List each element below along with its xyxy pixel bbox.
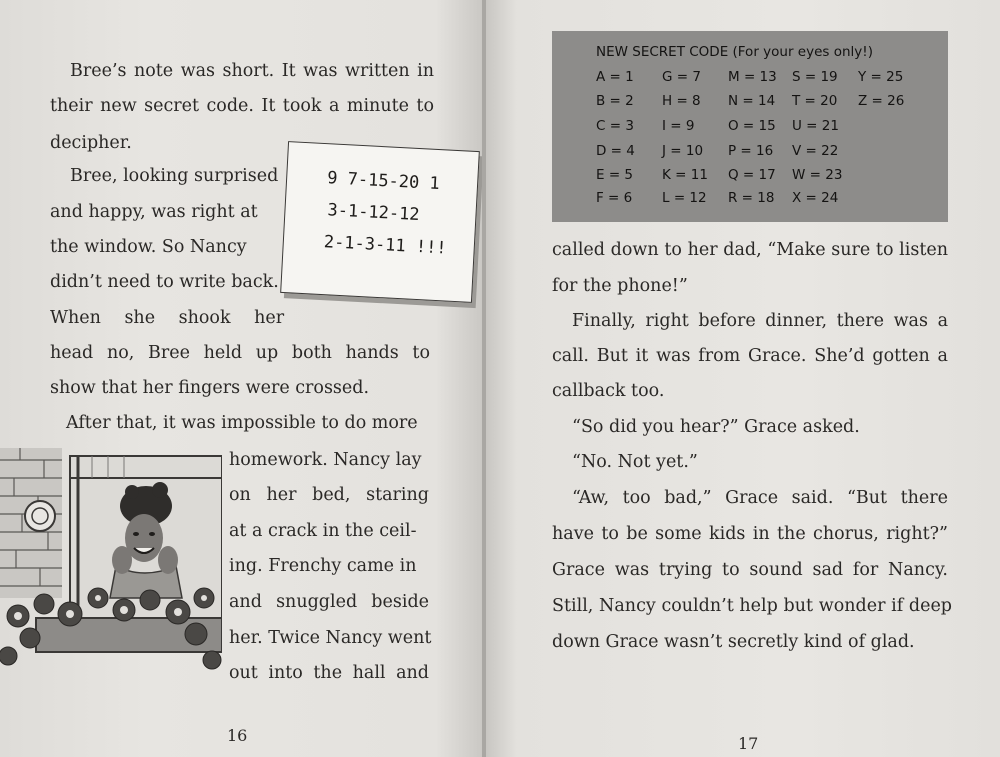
page-number: 16 [227,726,248,745]
text-line: decipher. [50,133,132,153]
text-line: Finally, right before dinner, there was a [572,311,948,331]
note-line: 9 7-15-20 1 [326,168,441,195]
code-cell: S = 19 [792,69,838,85]
text-line: and snuggled beside [229,592,429,612]
text-line: didn’t need to write back. [50,272,279,292]
code-cell: H = 8 [662,93,701,109]
code-cell: O = 15 [728,118,776,134]
code-cell: Z = 26 [858,93,905,109]
code-cell: L = 12 [662,190,707,206]
code-cell: F = 6 [596,190,633,206]
code-cell: M = 13 [728,69,777,85]
code-cell: Y = 25 [858,69,904,85]
text-line: for the phone!” [552,276,688,296]
text-line: “Aw, too bad,” Grace said. “But there [572,488,948,508]
code-cell: K = 11 [662,167,708,183]
text-line: Bree, looking surprised [70,166,279,186]
text-line: on her bed, staring [229,485,429,505]
text-line: her. Twice Nancy went [229,628,432,648]
secret-note [280,141,480,303]
text-line: After that, it was impossible to do more [66,413,418,433]
code-cell: E = 5 [596,167,634,183]
code-cell: J = 10 [662,143,704,159]
code-cell: T = 20 [792,93,838,109]
code-cell: I = 9 [662,118,695,134]
text-line: have to be some kids in the chorus, right?” [552,524,948,544]
code-cell: C = 3 [596,118,634,134]
text-line: callback too. [552,381,665,401]
code-cell: D = 4 [596,143,635,159]
text-line: the window. So Nancy [50,237,247,257]
text-line: homework. Nancy lay [229,450,422,470]
text-line: “No. Not yet.” [572,452,698,472]
code-box-title: NEW SECRET CODE (For your eyes only!) [596,44,873,60]
text-line: Bree’s note was short. It was written in [70,61,434,81]
code-cell: Q = 17 [728,167,776,183]
text-line: call. But it was from Grace. She’d gotten a [552,346,948,366]
text-line: and happy, was right at [50,202,258,222]
text-line: Grace was trying to sound sad for Nancy. [552,560,948,580]
code-cell: N = 14 [728,93,776,109]
text-line: called down to her dad, “Make sure to listen [552,240,948,260]
text-line: Still, Nancy couldn’t help but wonder if deep [552,596,952,616]
note-line: 2-1-3-11 !!! [323,232,448,259]
girl-at-window-illustration [0,448,222,684]
code-cell: X = 24 [792,190,839,206]
left-page [0,0,484,757]
text-line: “So did you hear?” Grace asked. [572,417,860,437]
secret-code-box [552,31,948,222]
text-line: down Grace wasn’t secretly kind of glad. [552,632,915,652]
text-line: When she shook her [50,308,285,328]
text-line: their new secret code. It took a minute to [50,96,434,116]
code-cell: P = 16 [728,143,774,159]
text-line: ing. Frenchy came in [229,556,417,576]
code-cell: R = 18 [728,190,775,206]
code-cell: B = 2 [596,93,634,109]
text-line: show that her fingers were crossed. [50,378,370,398]
code-cell: V = 22 [792,143,839,159]
code-cell: G = 7 [662,69,701,85]
text-line: head no, Bree held up both hands to [50,343,430,363]
code-cell: W = 23 [792,167,843,183]
code-cell: U = 21 [792,118,839,134]
code-cell: A = 1 [596,69,634,85]
text-line: out into the hall and [229,663,429,683]
page-number: 17 [738,734,759,753]
note-line: 3-1-12-12 [327,200,421,226]
text-line: at a crack in the ceil- [229,521,417,541]
